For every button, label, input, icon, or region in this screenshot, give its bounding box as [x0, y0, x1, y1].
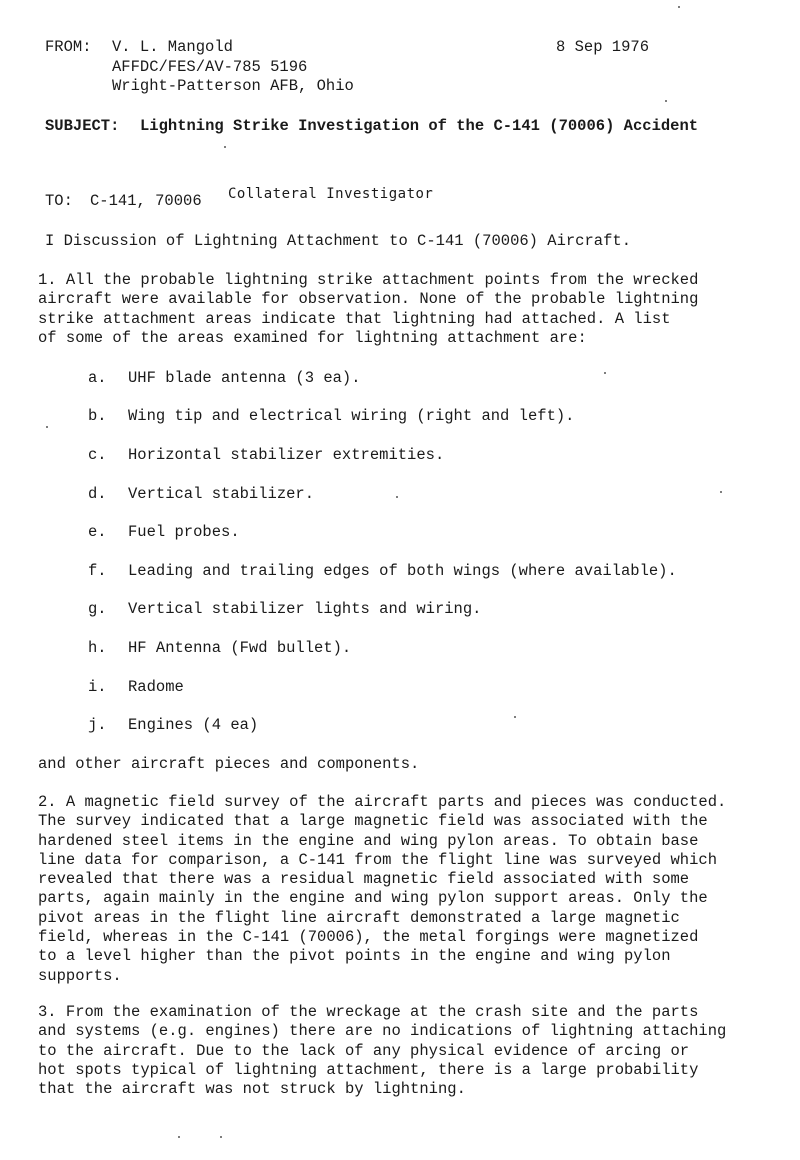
from-name: V. L. Mangold	[112, 38, 233, 56]
to-handwritten-note: Collateral Investigator	[228, 186, 434, 202]
list-item-j	[88, 716, 258, 734]
subject-text: Lightning Strike Investigation of the C-141 (70006) Accident	[140, 117, 699, 135]
list-item-letter: d.	[88, 485, 107, 503]
scan-speck	[720, 491, 722, 493]
paragraph-line: The survey indicated that a large magnetic field was associated with the	[38, 812, 708, 831]
paragraph-line: 1. All the probable lightning strike attachment points from the wrecked	[38, 271, 699, 289]
section-heading: I Discussion of Lightning Attachment to C-141 (70006) Aircraft.	[45, 232, 631, 250]
scan-speck	[604, 372, 606, 374]
list-item-letter: e.	[88, 523, 107, 541]
list-item-letter: h.	[88, 639, 107, 657]
list-item-c	[88, 446, 444, 464]
list-item-i	[88, 678, 184, 696]
paragraph-line: field, whereas in the C-141 (70006), the metal forgings were magnetized	[38, 928, 699, 947]
list-item-text: Leading and trailing edges of both wings (where available).	[128, 562, 677, 580]
paragraph-line: to the aircraft. Due to the lack of any physical evidence of arcing or	[38, 1041, 690, 1060]
scan-speck	[665, 100, 667, 102]
paragraph-line: to a level higher than the pivot points in the engine and wing pylon	[38, 947, 671, 966]
paragraph-line: line data for comparison, a C-141 from the flight line was surveyed which	[38, 850, 718, 869]
paragraph-line: and systems (e.g. engines) there are no indications of lightning attaching	[38, 1022, 727, 1041]
paragraph-1	[38, 271, 778, 348]
list-item-text: Horizontal stabilizer extremities.	[128, 446, 445, 464]
paragraph-2	[38, 793, 778, 986]
paragraph-line: aircraft were available for observation. None of the probable lightning	[38, 290, 699, 309]
scan-speck	[224, 146, 226, 148]
scan-speck	[396, 496, 398, 498]
memo-date: 8 Sep 1976	[556, 38, 650, 56]
from-label: FROM:	[45, 38, 92, 56]
paragraph-line: strike attachment areas indicate that lightning had attached. A list	[38, 309, 671, 328]
paragraph-line: that the aircraft was not struck by lightning.	[38, 1080, 466, 1099]
paragraph-line: 2. A magnetic field survey of the aircraft parts and pieces was conducted.	[38, 793, 727, 811]
list-item-f	[88, 562, 677, 580]
list-item-text: UHF blade antenna (3 ea).	[128, 369, 361, 387]
scan-speck	[514, 716, 516, 718]
from-location: Wright-Patterson AFB, Ohio	[112, 77, 354, 95]
list-item-text: HF Antenna (Fwd bullet).	[128, 639, 352, 657]
list-item-letter: j.	[88, 716, 107, 734]
paragraph-line: 3. From the examination of the wreckage at the crash site and the parts	[38, 1003, 699, 1021]
list-item-text: Vertical stabilizer.	[128, 485, 315, 503]
list-item-letter: i.	[88, 678, 107, 696]
list-item-text: Radome	[128, 678, 184, 696]
paragraph-line: pivot areas in the flight line aircraft demonstrated a large magnetic	[38, 908, 680, 927]
list-item-letter: f.	[88, 562, 107, 580]
list-item-b	[88, 407, 574, 425]
list-closing: and other aircraft pieces and components.	[38, 755, 420, 773]
list-item-e	[88, 523, 240, 541]
list-item-letter: a.	[88, 369, 107, 387]
paragraph-line: revealed that there was a residual magnetic field associated with some	[38, 870, 690, 889]
scan-speck	[220, 1136, 222, 1138]
list-item-h	[88, 639, 351, 657]
paragraph-line: hardened steel items in the engine and wing pylon areas. To obtain base	[38, 831, 699, 850]
list-item-letter: g.	[88, 600, 107, 618]
scan-speck	[178, 1136, 180, 1138]
paragraph-3	[38, 1003, 778, 1099]
list-item-letter: b.	[88, 407, 107, 425]
list-item-text: Wing tip and electrical wiring (right and left).	[128, 407, 575, 425]
scan-speck	[678, 6, 680, 8]
from-block	[112, 38, 354, 97]
list-item-text: Engines (4 ea)	[128, 716, 259, 734]
paragraph-line: parts, again mainly in the engine and wing pylon support areas. Only the	[38, 889, 708, 908]
from-office: AFFDC/FES/AV-785 5196	[112, 57, 308, 76]
to-label: TO:	[45, 192, 73, 210]
list-item-letter: c.	[88, 446, 107, 464]
list-item-text: Vertical stabilizer lights and wiring.	[128, 600, 482, 618]
list-item-g	[88, 600, 481, 618]
list-item-text: Fuel probes.	[128, 523, 240, 541]
paragraph-line: hot spots typical of lightning attachment, there is a large probability	[38, 1060, 699, 1079]
to-text: C-141, 70006	[90, 192, 202, 210]
paragraph-line: supports.	[38, 966, 122, 985]
subject-label: SUBJECT:	[45, 117, 120, 135]
scan-speck	[46, 426, 48, 428]
list-item-d	[88, 485, 314, 503]
list-item-a	[88, 369, 361, 387]
paragraph-line: of some of the areas examined for lightning attachment are:	[38, 328, 587, 347]
